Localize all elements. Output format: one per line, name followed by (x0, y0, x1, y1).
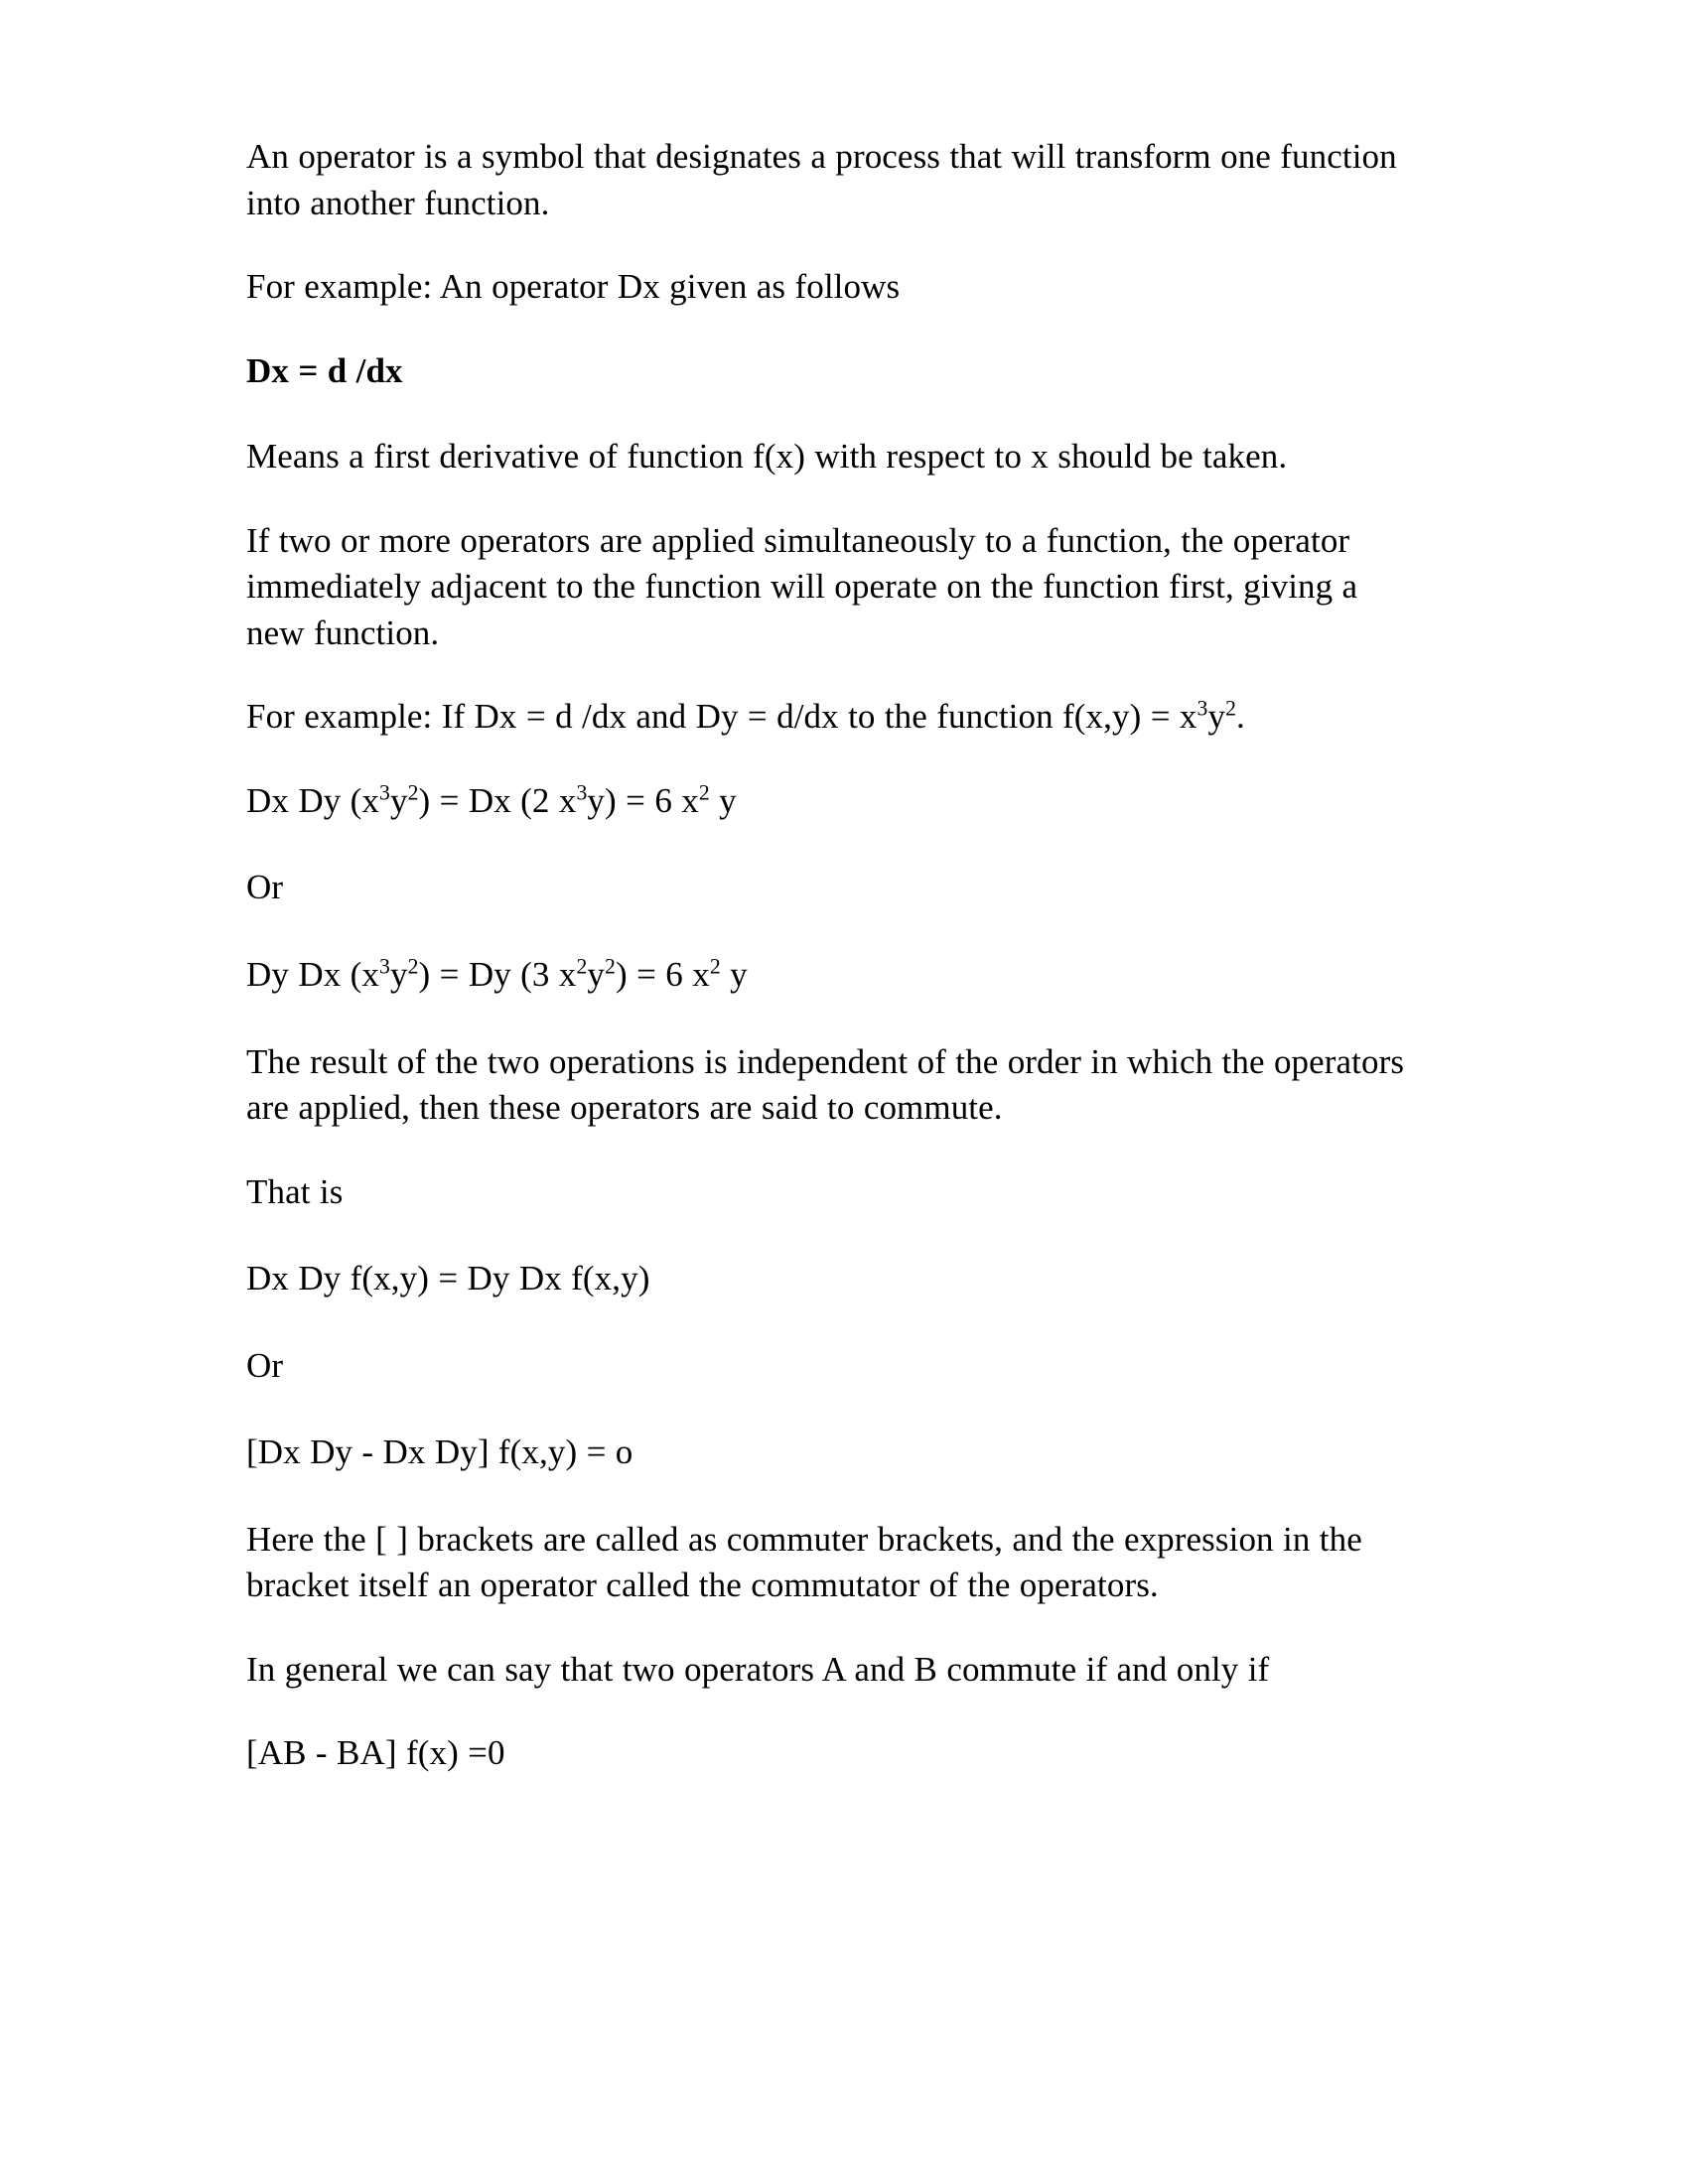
equation-dy-dx: Dy Dx $(x^3y^2) = Dy$ (3 $x^2y^2) = 6$ $x^2$ y (246, 954, 748, 995)
paragraph-example-intro: For example: An operator Dx given as follows (246, 267, 901, 307)
equation-dx-definition: Dx = d /dx (246, 350, 403, 390)
connector-that-is: That is (246, 1171, 344, 1211)
equation-commutator-bracket: [Dx Dy - Dx Dy] f(x,y) = o (246, 1433, 633, 1472)
paragraph-example-function: For example: If Dx = d /dx and Dy = d/dx to the function $f(x,y) = x^3y^2$. (246, 696, 1245, 737)
equation-ab-minus-ba: [AB - BA] f(x) =0 (246, 1733, 505, 1773)
paragraph-definition: An operator is a symbol that designates a process that will transform one function into another function. (246, 137, 1397, 222)
connector-or-second: Or (246, 1345, 284, 1385)
paragraph-commuter-brackets: Here the [ ] brackets are called as commuter brackets, and the expression in the bracket itself an operator called the commutator of the operators. (246, 1519, 1362, 1605)
document-body (246, 134, 1408, 1777)
paragraph-general-commute: In general we can say that two operators A and B commute if and only if (246, 1649, 1270, 1689)
equation-dx-dy: Dx Dy $(x^3y^2) = Dx$ (2 $x^3y) = 6$ $x^2$ y (246, 780, 737, 820)
paragraph-means-derivative: Means a first derivative of function f(x) with respect to x should be taken. (246, 437, 1288, 477)
connector-or-first: Or (246, 868, 284, 907)
paragraph-two-or-more-operators: If two or more operators are applied simultaneously to a function, the operator immediately adjacent to the function will operate on the function first, giving a new function. (246, 520, 1358, 652)
paragraph-result-independent: The result of the two operations is independent of the order in which the operators are applied, then these operators are said to commute. (246, 1041, 1405, 1128)
equation-commute-functions: Dx Dy f(x,y) = Dy Dx f(x,y) (246, 1259, 650, 1298)
